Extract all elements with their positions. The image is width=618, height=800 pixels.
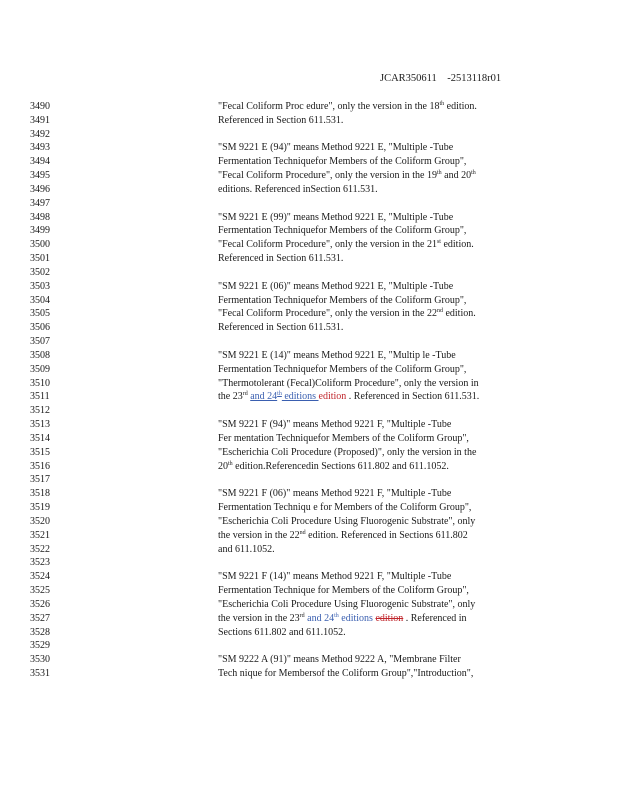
line-text [218, 239, 530, 251]
text-segment: "SM 9221 E (06)" means Method 9221 E, "Multiple -Tube [218, 280, 454, 292]
text-segment: Referenced in Section 611.531. [218, 114, 344, 126]
line-text [218, 322, 530, 334]
text-segment: Tech nique for Membersof the Coliform Group","Introduction", [218, 668, 474, 680]
line-text [218, 613, 530, 625]
text-segment: Referenced in Section 611.531. [218, 253, 344, 265]
text-segment: 20 [218, 460, 228, 472]
line-number: 3529 [30, 640, 50, 652]
superscript: st [436, 239, 441, 246]
line-text [218, 156, 530, 168]
superscript: th [334, 612, 339, 619]
text-segment: "SM 9221 E (99)" means Method 9221 E, "Multiple -Tube [218, 211, 454, 223]
line-text [218, 447, 530, 459]
text-segment: "SM 9221 F (14)" means Method 9221 F, "Multiple -Tube [218, 571, 452, 583]
text-segment: "SM 9221 F (06)" means Method 9221 F, "Multiple -Tube [218, 488, 452, 500]
text-segment: "SM 9221 E (94)" means Method 9221 E, "Multiple -Tube [218, 142, 454, 154]
line-number: 3490 [30, 101, 50, 112]
line-text [218, 308, 530, 320]
text-segment: edition. Referenced in Sections 611.802 [305, 529, 468, 541]
line-text [218, 433, 530, 445]
line-number: 3502 [30, 266, 50, 278]
text-segment: the 23 [218, 391, 243, 403]
text-segment: Fermentation Techniquefor Members of the Coliform Group", [218, 156, 467, 168]
line-number: 3526 [30, 598, 50, 610]
line-number: 3516 [30, 460, 50, 472]
text-segment: . Referenced in Section 611.531. [346, 391, 480, 403]
text-segment: Referenced in Section 611.531. [218, 322, 344, 334]
inserted-text: and 24 [307, 612, 335, 624]
line-text [218, 654, 530, 666]
inserted-text: editions [338, 612, 376, 624]
text-segment: edition. [442, 308, 476, 320]
text-segment: "SM 9222 A (91)" means Method 9222 A, "Membrane Filter [218, 654, 461, 666]
line-text [218, 350, 530, 362]
line-text [218, 627, 530, 639]
line-text [218, 115, 530, 127]
text-segment: Fermentation Techniquefor Members of the Coliform Group", [218, 225, 467, 237]
text-segment: Sections 611.802 and 611.1052. [218, 626, 346, 638]
deleted-text: edition [318, 391, 347, 403]
text-segment: "Fecal Coliform Procedure", only the version in the 19 [218, 170, 437, 182]
text-segment: "Fecal Coliform Procedure", only the version in the 21 [218, 239, 437, 251]
superscript: th [439, 101, 445, 107]
line-number: 3500 [30, 239, 50, 251]
line-number: 3491 [30, 114, 50, 126]
line-number: 3530 [30, 654, 50, 666]
text-segment: "SM 9221 F (94)" means Method 9221 F, "Multiple -Tube [218, 419, 452, 431]
text-segment: Fer mentation Techniquefor Members of the Coliform Group", [218, 432, 469, 444]
line-number: 3497 [30, 197, 50, 209]
line-text [218, 170, 530, 182]
line-text [218, 488, 530, 500]
superscript: nd [299, 529, 306, 536]
superscript: th [228, 460, 233, 467]
line-text [218, 364, 530, 376]
superscript: rd [299, 612, 305, 619]
inserted-text: and 24 [250, 391, 278, 403]
line-text [218, 668, 530, 680]
line-number: 3498 [30, 211, 50, 223]
line-number: 3496 [30, 183, 50, 195]
line-text [218, 281, 530, 293]
superscript: th [277, 391, 282, 398]
text-segment: "Escherichia Coli Procedure Using Fluorogenic Substrate", only [218, 598, 476, 610]
text-segment: edition. [440, 239, 474, 251]
text-segment: Fermentation Techniqu e for Members of the Coliform Group", [218, 502, 472, 514]
text-segment: editions. Referenced inSection 611.531. [218, 183, 378, 195]
superscript: rd [242, 391, 248, 398]
line-number: 3510 [30, 377, 50, 389]
line-number: 3513 [30, 419, 50, 431]
line-number: 3519 [30, 502, 50, 514]
line-number: 3517 [30, 474, 50, 486]
deleted-text: edition [375, 612, 404, 624]
line-number: 3494 [30, 156, 50, 168]
line-number: 3503 [30, 280, 50, 292]
document-header: JCAR350611 -2513118r01 [380, 73, 502, 84]
line-text [218, 225, 530, 237]
line-number: 3520 [30, 515, 50, 527]
line-number: 3531 [30, 668, 50, 680]
line-text [218, 419, 530, 431]
text-segment: the version in the 22 [218, 529, 300, 541]
line-text [218, 516, 530, 528]
line-number: 3527 [30, 612, 50, 624]
text-segment: "SM 9221 E (14)" means Method 9221 E, "Multip le -Tube [218, 349, 456, 361]
line-number: 3504 [30, 294, 50, 306]
line-number: 3514 [30, 432, 50, 444]
superscript: nd [436, 308, 443, 315]
line-text [218, 571, 530, 583]
line-text [218, 461, 530, 473]
line-number: 3512 [30, 405, 50, 417]
line-number: 3522 [30, 543, 50, 555]
line-number: 3525 [30, 585, 50, 597]
text-segment: the version in the 23 [218, 612, 300, 624]
line-number: 3501 [30, 253, 50, 265]
line-number: 3528 [30, 626, 50, 638]
line-number: 3505 [30, 308, 50, 320]
line-number: 3495 [30, 170, 50, 182]
line-number: 3518 [30, 488, 50, 500]
text-segment: and 20 [441, 170, 472, 182]
line-number: 3506 [30, 322, 50, 334]
inserted-text: editions [281, 391, 319, 403]
line-number: 3524 [30, 571, 50, 583]
line-number: 3511 [30, 391, 50, 403]
text-segment: "Escherichia Coli Procedure (Proposed)", only the version in the [218, 446, 477, 458]
line-text [218, 253, 530, 265]
line-text [218, 544, 530, 556]
text-segment: "Fecal Coliform Procedure", only the version in the 22 [218, 308, 437, 320]
line-text [218, 391, 530, 403]
line-text [218, 378, 530, 390]
line-text [218, 502, 530, 514]
text-segment: Fermentation Technique for Members of the Coliform Group", [218, 585, 469, 597]
text-segment: Fermentation Techniquefor Members of the Coliform Group", [218, 363, 467, 375]
line-number: 3523 [30, 557, 50, 569]
text-segment: "Escherichia Coli Procedure Using Fluorogenic Substrate", only [218, 515, 476, 527]
line-number: 3499 [30, 225, 50, 237]
line-text [218, 295, 530, 307]
line-number: 3493 [30, 142, 50, 154]
superscript: th [436, 170, 442, 177]
line-text [218, 599, 530, 611]
line-number: 3509 [30, 363, 50, 375]
text-segment: edition.Referencedin Sections 611.802 and 611.1052. [232, 460, 449, 472]
line-number: 3515 [30, 446, 50, 458]
text-segment: . Referenced in [403, 612, 467, 624]
line-number: 3492 [30, 128, 50, 140]
text-segment: Fermentation Techniquefor Members of the Coliform Group", [218, 294, 467, 306]
text-segment: "Fecal Coliform Proc edure", only the version in the 18 [218, 101, 440, 112]
line-text [218, 530, 530, 542]
line-text [218, 101, 530, 113]
line-text [218, 184, 530, 196]
line-number: 3507 [30, 336, 50, 348]
text-segment: and 611.1052. [218, 543, 275, 555]
line-number: 3508 [30, 349, 50, 361]
text-segment: "Thermotolerant (Fecal)Coliform Procedure", only the version in [218, 377, 479, 389]
line-number: 3521 [30, 529, 50, 541]
line-text [218, 212, 530, 224]
line-text [218, 142, 530, 154]
superscript: th [471, 170, 476, 177]
line-text [218, 585, 530, 597]
text-segment: edition. [444, 101, 477, 112]
